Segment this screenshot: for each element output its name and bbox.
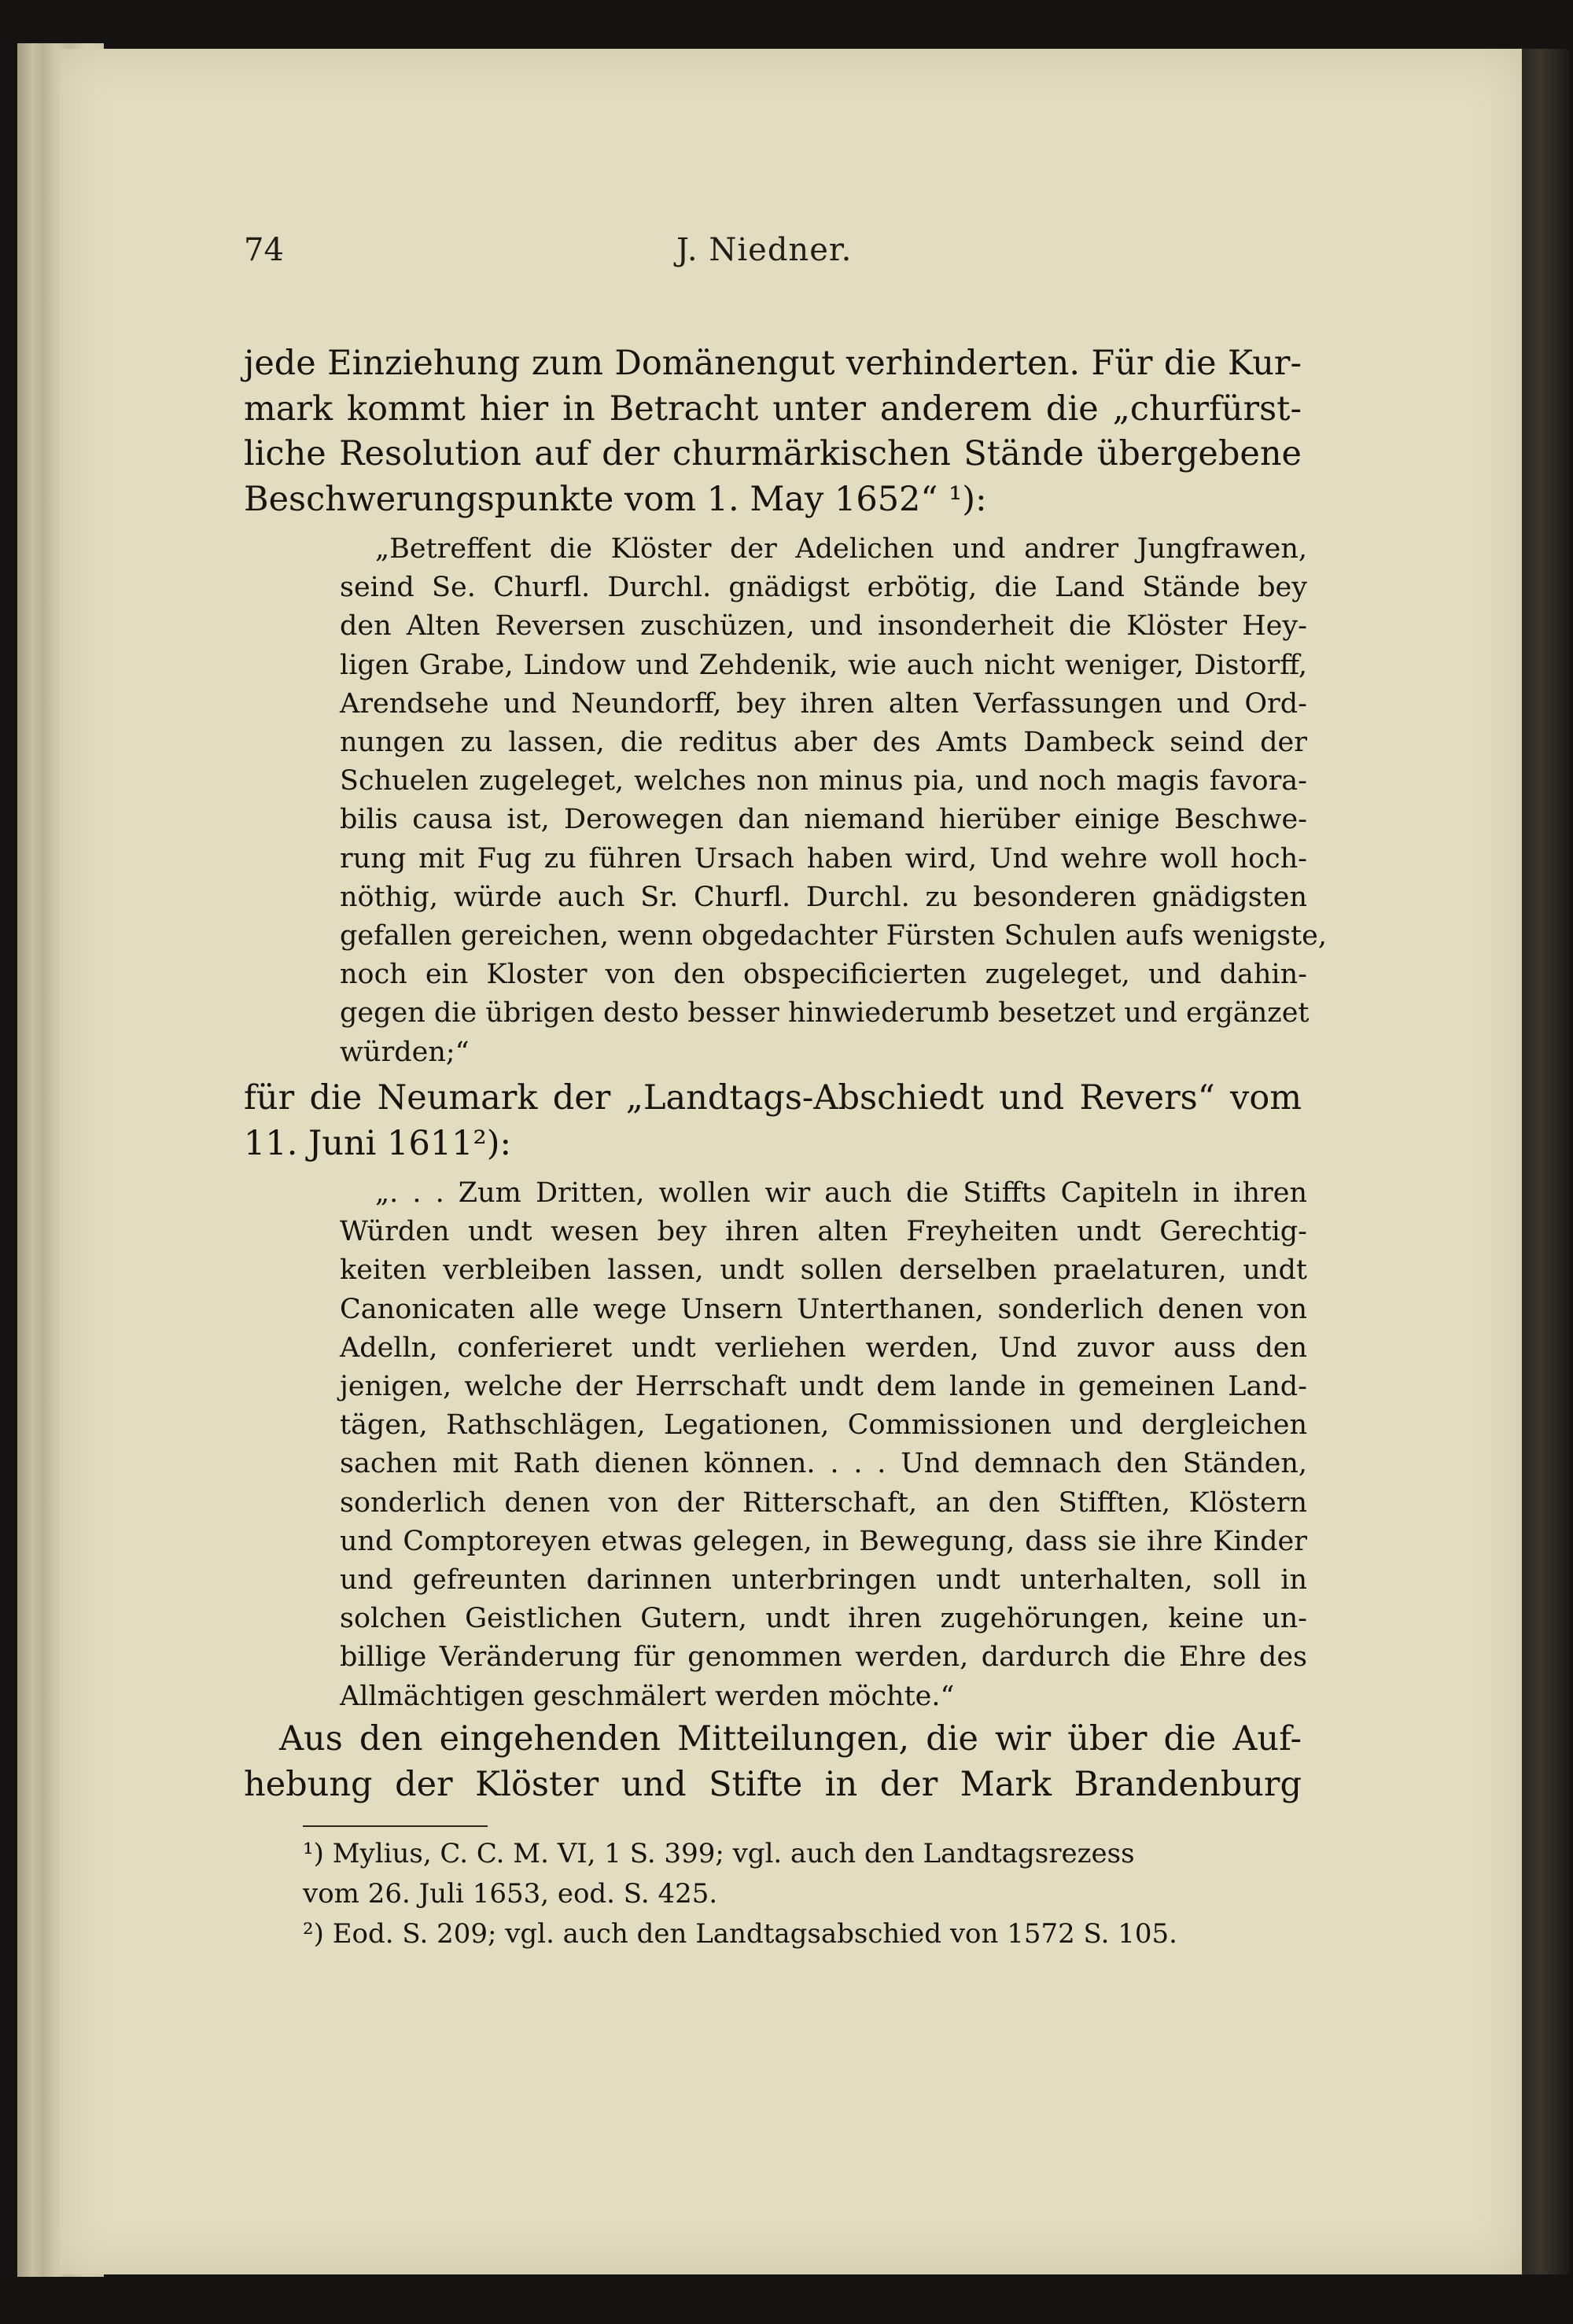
quote-line: nöthig, würde auch Sr. Churfl. Durchl. zu besonderen gnädigsten [340, 881, 1307, 913]
footnote-2: ²) Eod. S. 209; vgl. auch den Landtagsabschied von 1572 S. 105. [303, 1918, 1177, 1950]
paragraph-1 [244, 341, 1302, 522]
text-line: für die Neumark der „Landtags-Abschiedt und Revers“ vom [244, 1078, 1302, 1118]
quote-line: jenigen, welche der Herrschaft undt dem lande in gemeinen Land- [340, 1371, 1307, 1403]
text-line: Beschwerungspunkte vom 1. May 1652“ ¹): [244, 479, 987, 519]
quote-line: und Comptoreyen etwas gelegen, in Bewegung, dass sie ihre Kinder [340, 1525, 1307, 1557]
quote-line: Allmächtigen geschmälert werden möchte.“ [340, 1680, 955, 1712]
running-head: J. Niedner. [676, 232, 853, 268]
text-line: hebung der Klöster und Stifte in der Mark Brandenburg [244, 1764, 1302, 1804]
footnote-1-continuation: vom 26. Juli 1653, eod. S. 425. [303, 1878, 718, 1910]
quote-line: gefallen gereichen, wenn obgedachter Fürsten Schulen aufs wenigste, [340, 920, 1327, 952]
block-quote-2 [340, 1174, 1307, 1716]
quote-line: gegen die übrigen desto besser hinwiederumb besetzet und ergänzet [340, 997, 1310, 1029]
footnote-rule [303, 1825, 488, 1827]
quote-line: noch ein Kloster von den obspecificierten zugeleget, und dahin- [340, 959, 1307, 991]
quote-line: rung mit Fug zu führen Ursach haben wird, Und wehre woll hoch- [340, 842, 1307, 875]
quote-line: Arendsehe und Neundorff, bey ihren alten Verfassungen und Ord- [340, 687, 1307, 720]
footnote-1: ¹) Mylius, C. C. M. VI, 1 S. 399; vgl. auch den Landtagsrezess [303, 1838, 1135, 1869]
block-quote-1 [340, 530, 1327, 1072]
page-header [244, 216, 1298, 279]
text-line: liche Resolution auf der churmärkischen Stände übergebene [244, 434, 1302, 473]
binding-shadow [1522, 49, 1569, 2274]
quote-line: tägen, Rathschlägen, Legationen, Commissionen und dergleichen [340, 1409, 1307, 1442]
quote-line: Schuelen zugeleget, welches non minus pia, und noch magis favora- [340, 765, 1307, 797]
quote-line: bilis causa ist, Derowegen dan niemand hierüber einige Beschwe- [340, 804, 1307, 836]
text-line: Aus den eingehenden Mitteilungen, die wir über die Auf- [279, 1719, 1302, 1759]
quote-line: billige Veränderung für genommen werden, dardurch die Ehre des [340, 1641, 1307, 1674]
quote-line: nungen zu lassen, die reditus aber des Amts Dambeck seind der [340, 727, 1307, 759]
footnotes [303, 1834, 1325, 1954]
quote-line: sachen mit Rath dienen können. . . . Und demnach den Ständen, [340, 1448, 1307, 1480]
quote-line: ligen Grabe, Lindow und Zehdenik, wie auch nicht weniger, Distorff, [340, 649, 1307, 681]
page-number: 74 [244, 232, 284, 268]
quote-line: Canonicaten alle wege Unsern Unterthanen, sonderlich denen von [340, 1293, 1307, 1325]
quote-line: „. . . Zum Dritten, wollen wir auch die Stiffts Capiteln in ihren [375, 1177, 1307, 1209]
quote-line: Adelln, conferieret undt verliehen werden, Und zuvor auss den [340, 1331, 1307, 1364]
quote-line: sonderlich denen von der Ritterschaft, an den Stifften, Klöstern [340, 1486, 1307, 1519]
quote-line: und gefreunten darinnen unterbringen undt unterhalten, soll in [340, 1564, 1307, 1597]
quote-line: den Alten Reversen zuschüzen, und insonderheit die Klöster Hey- [340, 610, 1307, 643]
quote-line: solchen Geistlichen Gutern, undt ihren zugehörungen, keine un- [340, 1603, 1307, 1635]
quote-line: würden;“ [340, 1036, 470, 1068]
quote-line: „Betreffent die Klöster der Adelichen und andrer Jungfrawen, [375, 533, 1307, 565]
text-line: mark kommt hier in Betracht unter anderem die „churfürst- [244, 389, 1302, 429]
quote-line: keiten verbleiben lassen, undt sollen derselben praelaturen, undt [340, 1254, 1307, 1287]
paragraph-3 [244, 1717, 1302, 1807]
text-line: 11. Juni 1611²): [244, 1123, 512, 1163]
quote-line: Würden undt wesen bey ihren alten Freyheiten undt Gerechtig- [340, 1216, 1307, 1248]
quote-line: seind Se. Churfl. Durchl. gnädigst erbötig, die Land Stände bey [340, 572, 1307, 604]
text-line: jede Einziehung zum Domänengut verhinderten. Für die Kur- [244, 344, 1302, 383]
paragraph-2 [244, 1076, 1302, 1166]
